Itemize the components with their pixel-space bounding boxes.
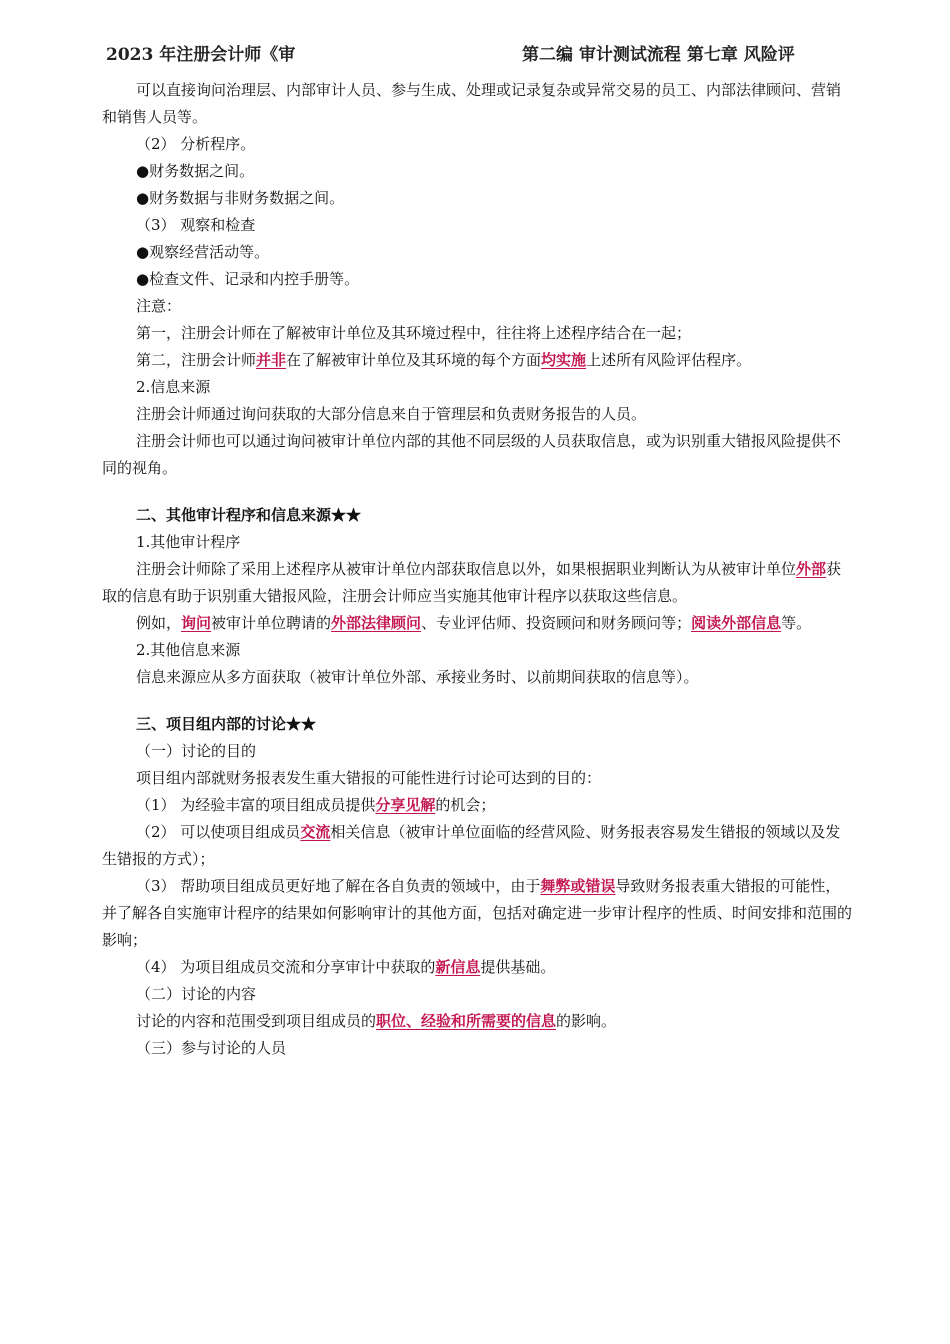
subheading: 2.信息来源 [136, 378, 211, 396]
paragraph: （3） 观察和检查 [136, 216, 256, 234]
section-heading: 三、项目组内部的讨论★★ [136, 715, 317, 733]
bullet-item: ●财务数据之间。 [136, 162, 255, 180]
subheading: （二）讨论的内容 [136, 985, 257, 1003]
highlight-text: 分享见解 [375, 796, 436, 814]
header-left: 2023 年注册会计师《审 [106, 45, 296, 65]
section-heading: 二、其他审计程序和信息来源★★ [136, 506, 362, 524]
paragraph: （2） 分析程序。 [136, 135, 256, 153]
paragraph: 注册会计师通过询问获取的大部分信息来自于管理层和负责财务报告的人员。 [136, 405, 647, 423]
highlight-text: 均实施 [541, 351, 587, 369]
bullet-item: ●观察经营活动等。 [136, 243, 270, 261]
paragraph: 注册会计师也可以通过询问被审计单位内部的其他不同层级的人员获取信息，或为识别重大错报风险提供不同的视角。 [102, 432, 842, 477]
document-body [102, 77, 854, 1062]
highlight-text: 外部法律顾问 [331, 614, 422, 632]
paragraph: 第二，注册会计师并非在了解被审计单位及其环境的每个方面均实施上述所有风险评估程序。 [136, 351, 752, 369]
highlight-text: 询问 [181, 614, 212, 632]
list-item: （2） 可以使项目组成员交流相关信息（被审计单位面临的经营风险、财务报表容易发生错报的领域以及发生错报的方式）； [102, 823, 841, 868]
paragraph: 信息来源应从多方面获取（被审计单位外部、承接业务时、以前期间获取的信息等）。 [136, 668, 699, 686]
paragraph: 第一，注册会计师在了解被审计单位及其环境过程中，往往将上述程序结合在一起； [136, 324, 692, 342]
subheading: （三）参与讨论的人员 [136, 1039, 287, 1057]
highlight-text: 阅读外部信息 [691, 614, 782, 632]
list-item: （1） 为经验丰富的项目组成员提供分享见解的机会； [136, 796, 496, 814]
list-item: （4） 为项目组成员交流和分享审计中获取的新信息提供基础。 [136, 958, 556, 976]
subheading: 1.其他审计程序 [136, 533, 241, 551]
highlight-text: 新信息 [435, 958, 481, 976]
subheading: 2.其他信息来源 [136, 641, 241, 659]
page-header [0, 0, 950, 65]
subheading: （一）讨论的目的 [136, 742, 257, 760]
list-item: （3） 帮助项目组成员更好地了解在各自负责的领域中，由于舞弊或错误导致财务报表重大错报的可能性，并了解各自实施审计程序的结果如何影响审计的其他方面，包括对确定进一步审计程序的性质、时间安排和范围的影响； [102, 877, 853, 949]
paragraph: 可以直接询问治理层、内部审计人员、参与生成、处理或记录复杂或异常交易的员工、内部法律顾问、营销和销售人员等。 [102, 81, 842, 126]
header-right: 第二编 审计测试流程 第七章 风险评 [522, 45, 795, 65]
highlight-text: 舞弊或错误 [540, 877, 616, 895]
bullet-item: ●检查文件、记录和内控手册等。 [136, 270, 360, 288]
highlight-text: 交流 [300, 823, 331, 841]
bullet-item: ●财务数据与非财务数据之间。 [136, 189, 345, 207]
note-label: 注意： [136, 297, 182, 315]
highlight-text: 职位、经验和所需要的信息 [376, 1012, 557, 1030]
highlight-text: 并非 [256, 351, 287, 369]
paragraph: 注册会计师除了采用上述程序从被审计单位内部获取信息以外，如果根据职业判断认为从被审计单位外部获取的信息有助于识别重大错报风险，注册会计师应当实施其他审计程序以获取这些信息。 [102, 560, 842, 605]
paragraph: 项目组内部就财务报表发生重大错报的可能性进行讨论可达到的目的： [136, 769, 602, 787]
paragraph: 例如，询问被审计单位聘请的外部法律顾问、专业评估师、投资顾问和财务顾问等；阅读外部信息等。 [136, 614, 812, 632]
paragraph: 讨论的内容和范围受到项目组成员的职位、经验和所需要的信息的影响。 [136, 1012, 617, 1030]
highlight-text: 外部 [796, 560, 827, 578]
